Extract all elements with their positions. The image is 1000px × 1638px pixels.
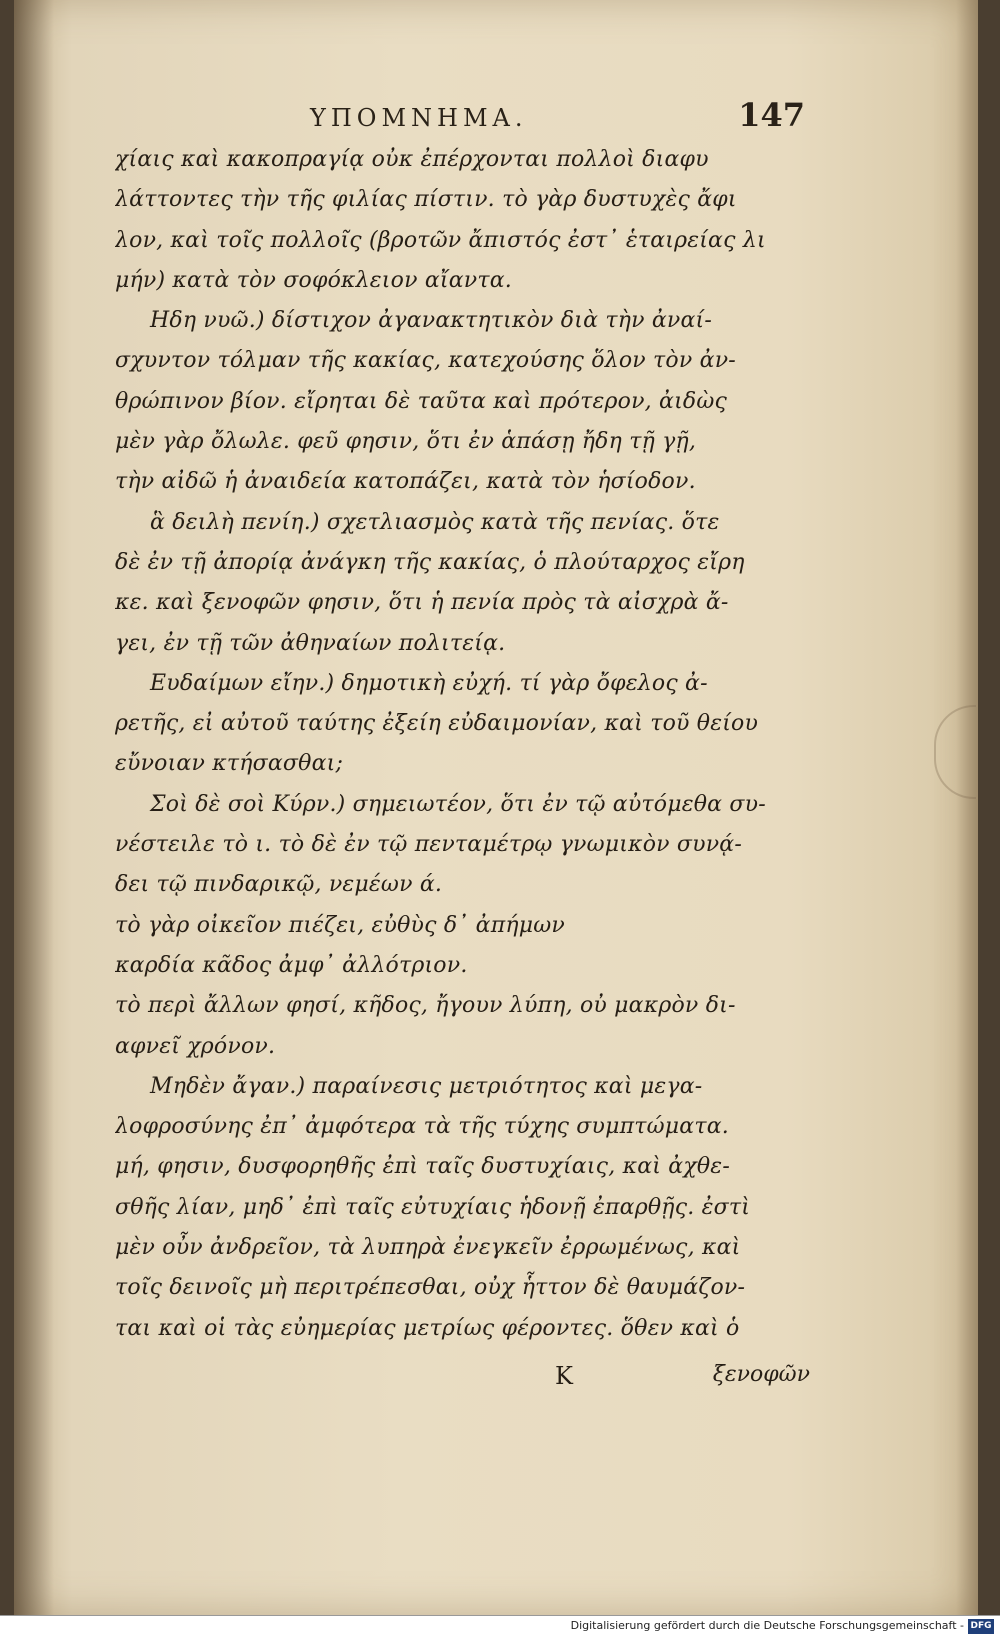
footer-bar xyxy=(0,1615,1000,1638)
funding-notice: Digitalisierung gefördert durch die Deutsche Forschungsgemeinschaft - xyxy=(570,1619,964,1632)
text-line: τὸ γὰρ οἰκεῖον πιέζει, εὐθὺς δ᾽ ἀπήμων xyxy=(115,912,565,938)
text-line: ται καὶ οἱ τὰς εὐημερίας μετρίως φέροντες. ὅθεν καὶ ὁ xyxy=(115,1315,740,1341)
page-edge xyxy=(956,0,978,1615)
text-line: σχυντον τόλμαν τῆς κακίας, κατεχούσης ὅλον τὸν ἀν- xyxy=(115,348,736,374)
text-line: γει, ἐν τῇ τῶν ἀθηναίων πολιτείᾳ. xyxy=(115,630,506,656)
text-line: Μηδὲν ἄγαν.) παραίνεσις μετριότητος καὶ μεγα- xyxy=(150,1073,703,1099)
text-line: Ηδη νυῶ.) δίστιχον ἀγανακτητικὸν διὰ τὴν ἀναί- xyxy=(150,308,712,334)
text-line: ρετῆς, εἰ αὐτοῦ ταύτης ἐξείη εὐδαιμονίαν, καὶ τοῦ θείου xyxy=(115,711,759,737)
text-line: τὴν αἰδῶ ἡ ἀναιδεία κατοπάζει, κατὰ τὸν ἡσίοδον. xyxy=(115,469,696,495)
text-line: Σοὶ δὲ σοὶ Κύρν.) σημειωτέον, ὅτι ἐν τῷ αὐτόμεθα συ- xyxy=(150,791,766,817)
text-line: μὲν γὰρ ὄλωλε. φεῦ φησιν, ὅτι ἐν ἁπάσῃ ἤδη τῇ γῇ, xyxy=(115,429,697,455)
text-line: λοφροσύνης ἐπ᾽ ἀμφότερα τὰ τῆς τύχης συμπτώματα. xyxy=(115,1114,729,1140)
page-header xyxy=(115,96,805,140)
catchline xyxy=(115,1362,810,1402)
commentary-text xyxy=(115,140,810,1349)
text-line: μὲν οὖν ἀνδρεῖον, τὰ λυπηρὰ ἐνεγκεῖν ἐρρωμένως, καὶ xyxy=(115,1235,741,1261)
text-line: εὔνοιαν κτήσασθαι; xyxy=(115,751,344,777)
text-line: σθῆς λίαν, μηδ᾽ ἐπὶ ταῖς εὐτυχίαις ἡδονῇ ἐπαρθῇς. ἐστὶ xyxy=(115,1194,751,1220)
catchword: ξενοφῶν xyxy=(712,1362,810,1387)
text-line: μήν) κατὰ τὸν σοφόκλειον αἴαντα. xyxy=(115,267,512,293)
text-line: τὸ περὶ ἄλλων φησί, κῆδος, ἤγουν λύπη, οὐ μακρὸν δι- xyxy=(115,993,736,1019)
page-number: 147 xyxy=(738,96,805,134)
text-line: Ευδαίμων εἴην.) δημοτικὴ εὐχή. τί γὰρ ὄφελος ἀ- xyxy=(150,670,708,696)
text-line: ἃ δειλὴ πενίη.) σχετλιασμὸς κατὰ τῆς πενίας. ὅτε xyxy=(150,509,720,535)
text-line: καρδία κᾶδος ἀμφ᾽ ἀλλότριον. xyxy=(115,952,468,978)
text-line: χίαις καὶ κακοπραγίᾳ οὐκ ἐπέρχονται πολλοὶ διαφυ xyxy=(115,147,709,172)
text-line: νέστειλε τὸ ι. τὸ δὲ ἐν τῷ πενταμέτρῳ γνωμικὸν συνᾴ- xyxy=(115,832,742,858)
dfg-logo-icon: DFG xyxy=(968,1619,994,1634)
text-line: μή, φησιν, δυσφορηθῆς ἐπὶ ταῖς δυστυχίαις, καὶ ἀχθε- xyxy=(115,1154,730,1180)
text-line: δει τῷ πινδαρικῷ, νεμέων ά. xyxy=(115,872,443,898)
text-line: δὲ ἐν τῇ ἀπορίᾳ ἀνάγκη τῆς κακίας, ὁ πλούταρχος εἴρη xyxy=(115,549,745,575)
text-line: λον, καὶ τοῖς πολλοῖς (βροτῶν ἄπιστός ἐστ᾽ ἑταιρείας λι xyxy=(115,227,766,253)
signature-mark: K xyxy=(555,1362,573,1390)
text-line: κε. καὶ ξενοφῶν φησιν, ὅτι ἡ πενία πρὸς τὰ αἰσχρὰ ἄ- xyxy=(115,590,729,616)
text-line: τοῖς δεινοῖς μὴ περιτρέπεσθαι, οὐχ ἧττον δὲ θαυμάζον- xyxy=(115,1275,746,1301)
text-line: αφνεῖ χρόνον. xyxy=(115,1033,276,1059)
text-line: λάττοντες τὴν τῆς φιλίας πίστιν. τὸ γὰρ δυστυχὲς ἄφι xyxy=(115,187,737,213)
running-head: ΥΠΟΜΝΗΜΑ. xyxy=(310,104,528,132)
text-line: θρώπινον βίον. εἴρηται δὲ ταῦτα καὶ πρότερον, ἀιδὼς xyxy=(115,388,728,414)
gutter-shadow xyxy=(14,0,54,1615)
page-fold-mark xyxy=(934,705,976,799)
